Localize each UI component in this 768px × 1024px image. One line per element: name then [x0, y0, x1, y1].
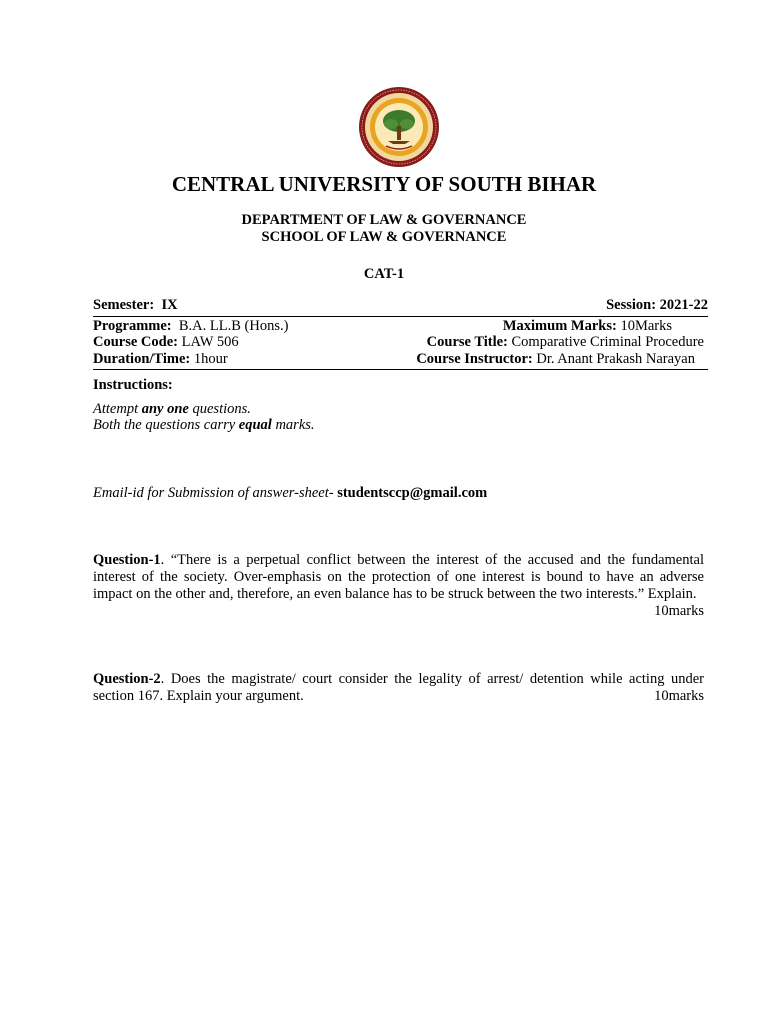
question-1-label: Question-1: [93, 552, 161, 568]
semester-label: Semester:: [93, 297, 155, 313]
programme-value: B.A. LL.B (Hons.): [178, 318, 289, 334]
session-label: Session: 2021-22: [606, 297, 708, 313]
course-code-label: Course Code:: [93, 334, 178, 350]
duration-value: 1hour: [193, 351, 228, 367]
max-marks-value: 10Marks: [620, 318, 672, 334]
exam-name: CAT-1: [363, 266, 405, 282]
instruction-2-emphasis: equal: [238, 417, 272, 433]
instruction-2-end: marks.: [271, 417, 315, 433]
school-name: SCHOOL OF LAW & GOVERNANCE: [261, 229, 507, 245]
instruction-line-1: [93, 401, 704, 418]
email-line: [93, 485, 704, 502]
question-2-marks: 10marks: [654, 688, 704, 704]
course-title-value: Comparative Criminal Procedure: [511, 334, 704, 350]
department-block: [0, 212, 768, 246]
instruction-line-2: [93, 417, 704, 434]
department-name: DEPARTMENT OF LAW & GOVERNANCE: [241, 212, 527, 228]
instruction-1-end: questions.: [188, 401, 251, 417]
course-code-value: LAW 506: [181, 334, 239, 350]
duration-label: Duration/Time:: [93, 351, 191, 367]
university-name: CENTRAL UNIVERSITY OF SOUTH BIHAR: [171, 172, 597, 196]
instructor-label: Course Instructor:: [416, 351, 533, 367]
instructions-heading-text: Instructions:: [93, 377, 173, 393]
university-seal-logo: [358, 86, 440, 168]
instructor-value: Dr. Anant Prakash Narayan: [536, 351, 695, 367]
max-marks-label: Maximum Marks:: [502, 318, 617, 334]
email-address: studentsccp@gmail.com: [337, 485, 488, 501]
question-1: [93, 552, 704, 620]
divider-bottom: [93, 369, 708, 370]
instruction-1-start: Attempt: [93, 401, 142, 417]
divider-top: [93, 316, 708, 317]
semester-value: IX: [161, 297, 178, 313]
email-label: Email-id for Submission of answer-sheet-: [93, 485, 338, 501]
question-2-label: Question-2: [93, 671, 161, 687]
question-2-text: . Does the magistrate/ court consider the legality of arrest/ detention while acting under section 167. Explain your argument.: [93, 671, 704, 704]
instructions-heading: [93, 377, 704, 394]
question-1-marks: 10marks: [654, 603, 704, 619]
course-title-label: Course Title:: [426, 334, 508, 350]
question-1-text: . “There is a perpetual conflict between the interest of the accused and the fundamental interest of the society. Over-emphasis on the protection of one interest is bound to have an adverse impact on the other and, therefore, an even balance has to be struck between the two interests.” Explain.: [93, 552, 704, 602]
question-2: [93, 671, 704, 705]
programme-label: Programme:: [93, 318, 172, 334]
instruction-2-start: Both the questions carry: [93, 417, 239, 433]
instruction-1-emphasis: any one: [141, 401, 189, 417]
